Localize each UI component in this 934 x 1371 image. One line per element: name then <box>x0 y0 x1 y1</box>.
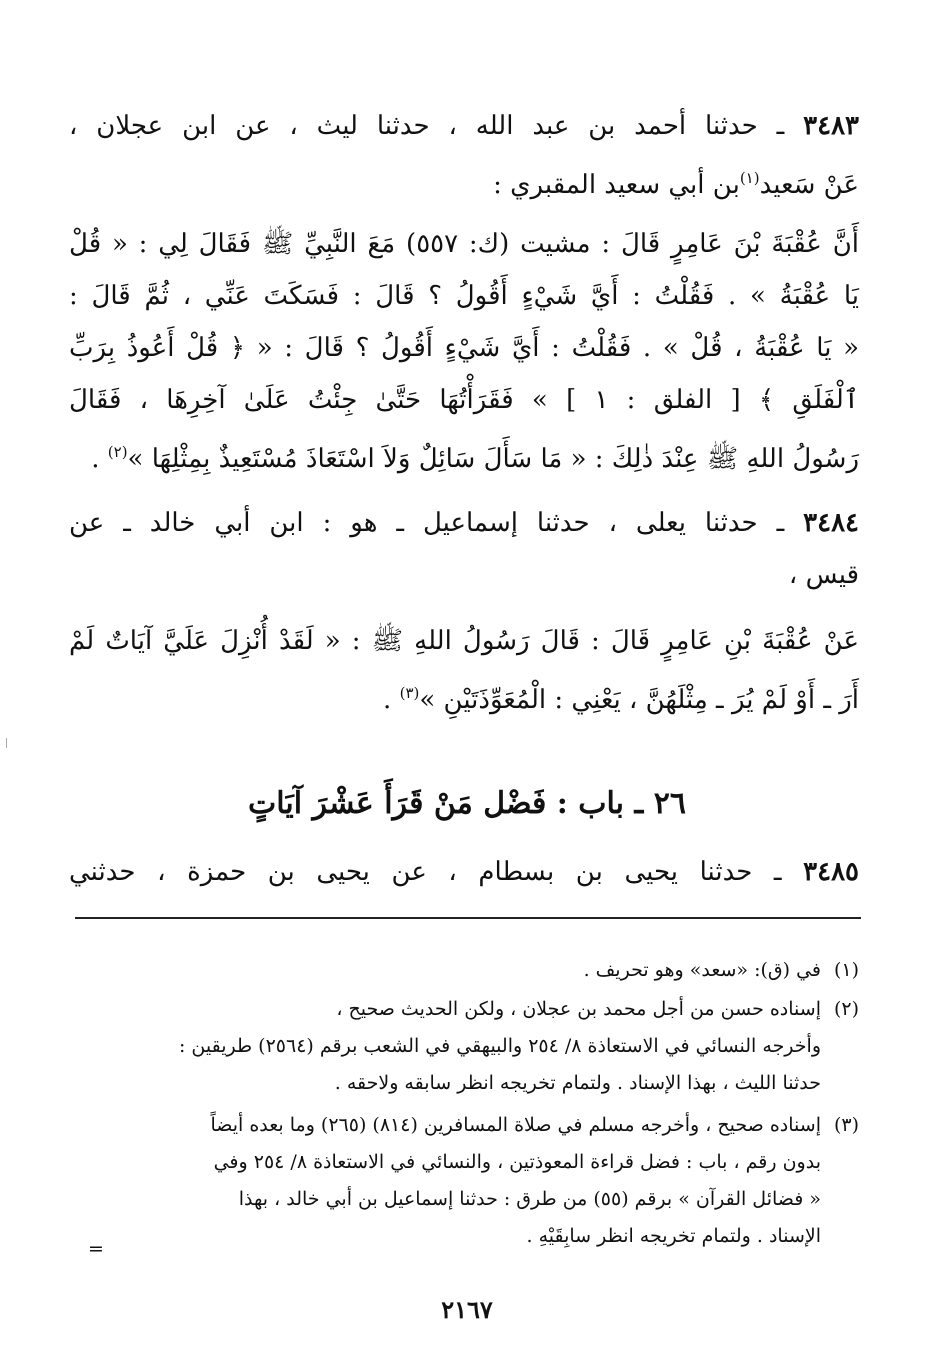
hadith-3483-text <box>69 106 859 486</box>
footnote-1 <box>584 955 859 985</box>
isnad-line-1 <box>69 852 859 892</box>
isnad-line-2 <box>493 158 859 205</box>
footnote-text: إسناده صحيح ، وأخرجه مسلم في صلاة المسافرين (٨١٤) (٢٦٥) وما بعده أيضاً <box>210 1114 821 1136</box>
matn-line-2: يَا عُقْبَةُ » . فَقُلْتُ : أَيَّ شَيْءٍ أَقُولُ ؟ قَالَ : فَسَكَتَ عَنِّي ، ثُمَّ قَالَ : <box>69 281 859 311</box>
footnote-ref-1[interactable]: (١) <box>739 169 760 187</box>
isnad-line-1 <box>69 106 859 146</box>
matn-text-5a: رَسُولُ اللهِ ﷺ عِنْدَ ذٰلِكَ : « مَا سَأَلَ سَائِلٌ وَلاَ اسْتَعَاذَ مُسْتَعِيذٌ بِمِثْلِهَا » <box>127 444 859 474</box>
footnote-ref-3[interactable]: (٣) <box>399 684 420 702</box>
footnote-text: إسناده حسن من أجل محمد بن عجلان ، ولكن الحديث صحيح ، <box>336 998 821 1020</box>
footnote-number: (١) <box>833 959 859 981</box>
matn-text-5b: . <box>91 444 100 474</box>
isnad-line-1 <box>69 503 859 543</box>
footnote-3-line-4: الإسناد . ولتمام تخريجه انظر سابِقَيْهِ . <box>526 1225 821 1247</box>
continuation-mark: = <box>88 1238 104 1260</box>
matn-line-1: أَنَّ عُقْبَةَ بْنَ عَامِرٍ قَالَ : مشيت (ك: ٥٥٧) مَعَ النَّبِيِّ ﷺ فَقَالَ لِي : « قُلْ <box>69 229 860 259</box>
hadith-number-3483: ٣٤٨٣ <box>803 111 859 141</box>
hadith-number-3484: ٣٤٨٤ <box>803 508 860 538</box>
footnote-3-line-3: « فضائل القرآن » برقم (٥٥) من طرق : حدثنا إسماعيل بن أبي خالد ، بهذا <box>238 1188 821 1210</box>
matn-line-2 <box>383 673 859 720</box>
hadith-3484 <box>69 503 860 715</box>
isnad-text-1: ـ حدثنا أحمد بن عبد الله ، حدثنا ليث ، عن ابن عجلان ، <box>69 111 785 141</box>
isnad-text-1: ـ حدثنا يعلى ، حدثنا إسماعيل ـ هو : ابن أبي خالد ـ عن <box>69 508 785 538</box>
page-number: ٢١٦٧ <box>441 1295 493 1324</box>
footnote-3-line-2: بدون رقم ، باب : فضل قراءة المعوذتين ، والنسائي في الاستعاذة ٨/ ٢٥٤ وفي <box>213 1151 821 1173</box>
matn-line-4: ٱلْفَلَقِ ﴾ [ الفلق : ١ ] » فَقَرَأْتُهَا حَتَّىٰ جِئْتُ عَلَىٰ آخِرِهَا ، فَقَالَ <box>69 385 859 415</box>
chapter-heading: ٢٦ ـ باب : فَضْل مَنْ قَرَأَ عَشْرَ آيَاتٍ <box>248 786 686 821</box>
footnote-number: (٢) <box>833 998 859 1020</box>
footnote-3 <box>210 1110 859 1140</box>
margin-tick <box>6 738 7 748</box>
hadith-3485 <box>69 852 859 896</box>
matn-line-1: عَنْ عُقْبَةَ بْنِ عَامِرٍ قَالَ : قَالَ رَسُولُ اللهِ ﷺ : « لَقَدْ أُنْزِلَ عَلَيَّ آيَاتٌ لَمْ <box>69 626 859 656</box>
footnote-2-line-2: وأخرجه النسائي في الاستعاذة ٨/ ٢٥٤ والبيهقي في الشعب برقم (٢٥٦٤) طريقين : <box>178 1035 821 1057</box>
footnote-2 <box>336 994 859 1024</box>
footnote-number: (٣) <box>833 1114 859 1136</box>
footnote-text: في (ق): «سعد» وهو تحريف . <box>583 959 821 981</box>
footnote-2-line-3: حدثنا الليث ، بهذا الإسناد . ولتمام تخريجه انظر سابقه ولاحقه . <box>334 1072 821 1094</box>
isnad-line-2: قيس ، <box>788 560 859 590</box>
footnote-ref-2[interactable]: (٢) <box>107 443 128 461</box>
matn-line-3: « يَا عُقْبَةُ ، قُلْ » . فَقُلْتُ : أَيَّ شَيْءٍ أَقُولُ ؟ قَالَ : « ﴿ قُلْ أَعُوذُ بِرَبِّ <box>69 333 859 363</box>
matn-text-2a: أَرَ ـ أَوْ لَمْ يُرَ ـ مِثْلَهُنَّ ، يَعْنِي : الْمُعَوِّذَتَيْنِ » <box>419 685 859 715</box>
footnote-divider <box>75 917 861 919</box>
matn-text-2b: . <box>383 685 392 715</box>
isnad-text-2a: عَنْ سَعيد <box>759 170 859 200</box>
matn-line-5 <box>91 432 859 479</box>
isnad-text-2b: بن أبي سعيد المقبري : <box>493 170 740 200</box>
isnad-text-1: ـ حدثنا يحيى بن بسطام ، عن يحيى بن حمزة ، حدثني <box>69 857 782 887</box>
hadith-number-3485: ٣٤٨٥ <box>803 857 859 887</box>
